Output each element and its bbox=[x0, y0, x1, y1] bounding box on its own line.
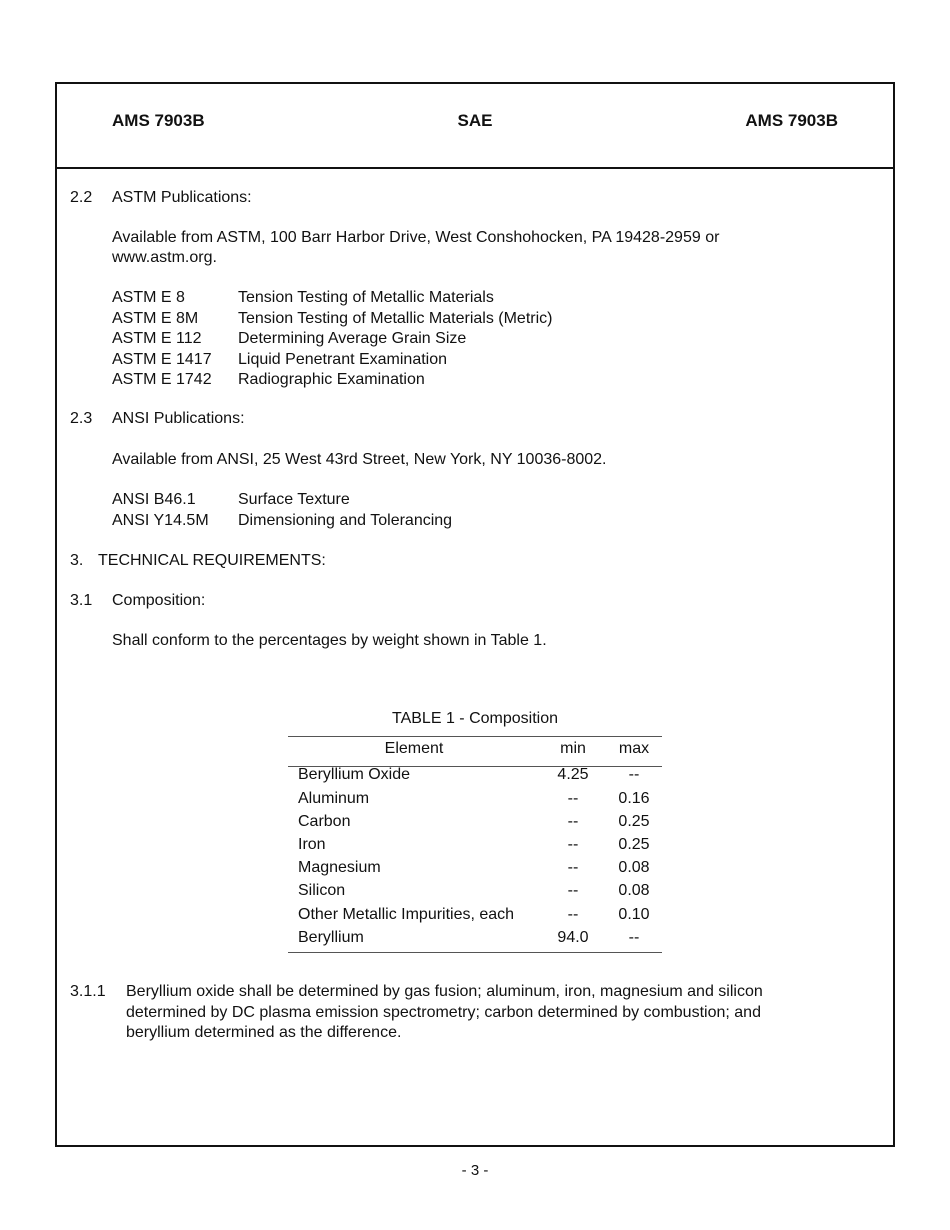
section-2-3-number: 2.3 bbox=[70, 410, 93, 427]
table-cell-element: Aluminum bbox=[298, 789, 370, 807]
reference-title: Surface Texture bbox=[238, 491, 350, 508]
table-cell-element: Silicon bbox=[298, 882, 346, 899]
reference-title: Determining Average Grain Size bbox=[238, 330, 467, 347]
table-cell-max: -- bbox=[628, 929, 640, 946]
table-cell-element: Other Metallic Impurities, each bbox=[298, 906, 515, 923]
reference-title: Tension Testing of Metallic Materials (Metric) bbox=[238, 309, 553, 327]
table-cell-max: 0.25 bbox=[618, 836, 650, 853]
table-cell-min: 4.25 bbox=[557, 766, 589, 783]
ansi-available: Available from ANSI, 25 West 43rd Street, New York, NY 10036-8002. bbox=[112, 451, 607, 468]
table-cell-max: -- bbox=[628, 766, 640, 783]
table-cell-element: Magnesium bbox=[298, 859, 381, 876]
table-cell-element: Iron bbox=[298, 836, 326, 853]
reference-code: ASTM E 1742 bbox=[112, 371, 212, 388]
table-header-element: Element bbox=[384, 740, 444, 757]
reference-title: Tension Testing of Metallic Materials bbox=[238, 289, 494, 306]
table-cell-element: Beryllium bbox=[298, 929, 364, 946]
reference-code: ASTM E 8 bbox=[112, 289, 185, 306]
table-cell-max: 0.25 bbox=[618, 813, 650, 830]
table-cell-min: -- bbox=[567, 859, 579, 876]
header-doc-id-right: AMS 7903B bbox=[745, 111, 838, 130]
section-3-1-1-line-1: Beryllium oxide shall be determined by gas fusion; aluminum, iron, magnesium and silicon bbox=[126, 983, 763, 1000]
reference-code: ANSI B46.1 bbox=[112, 491, 196, 508]
reference-code: ASTM E 1417 bbox=[112, 350, 212, 368]
section-3-1-number: 3.1 bbox=[70, 592, 93, 609]
astm-available-line-1: Available from ASTM, 100 Barr Harbor Drive, West Conshohocken, PA 19428-2959 or bbox=[112, 229, 720, 246]
reference-title: Radiographic Examination bbox=[238, 371, 425, 388]
table-cell-min: -- bbox=[567, 906, 579, 923]
header-doc-id-left: AMS 7903B bbox=[112, 111, 205, 130]
section-3-1-1-line-2: determined by DC plasma emission spectrometry; carbon determined by combustion; and bbox=[126, 1003, 761, 1021]
section-3-title: TECHNICAL REQUIREMENTS: bbox=[98, 552, 326, 569]
table-cell-element: Beryllium Oxide bbox=[298, 766, 411, 783]
table-cell-max: 0.08 bbox=[618, 882, 650, 899]
section-3-number: 3. bbox=[70, 552, 84, 569]
section-2-2-number: 2.2 bbox=[70, 189, 93, 206]
table-header-max: max bbox=[618, 740, 650, 757]
table-cell-max: 0.10 bbox=[618, 906, 650, 923]
table-top-rule bbox=[288, 736, 662, 737]
section-3-1-1-number: 3.1.1 bbox=[70, 983, 106, 1000]
reference-title: Liquid Penetrant Examination bbox=[238, 350, 448, 368]
table-title: TABLE 1 - Composition bbox=[392, 710, 558, 727]
section-2-2-title: ASTM Publications: bbox=[112, 189, 252, 206]
table-cell-min: -- bbox=[567, 836, 579, 853]
astm-available-line-2: www.astm.org. bbox=[112, 249, 217, 266]
section-3-1-1-line-3: beryllium determined as the difference. bbox=[126, 1024, 402, 1041]
table-cell-min: -- bbox=[567, 882, 579, 899]
reference-code: ANSI Y14.5M bbox=[112, 511, 209, 529]
section-3-1-text: Shall conform to the percentages by weight shown in Table 1. bbox=[112, 632, 547, 649]
table-cell-min: 94.0 bbox=[557, 929, 589, 946]
reference-code: ASTM E 8M bbox=[112, 309, 199, 327]
table-header-min: min bbox=[560, 740, 586, 757]
table-cell-min: -- bbox=[567, 813, 579, 830]
section-2-3-title: ANSI Publications: bbox=[112, 410, 245, 427]
table-cell-min: -- bbox=[567, 789, 579, 807]
page-number: - 3 - bbox=[461, 1162, 489, 1179]
table-cell-max: 0.08 bbox=[618, 859, 650, 876]
reference-code: ASTM E 112 bbox=[112, 330, 202, 347]
table-cell-max: 0.16 bbox=[618, 789, 650, 807]
reference-title: Dimensioning and Tolerancing bbox=[238, 511, 453, 529]
header-org: SAE bbox=[457, 111, 493, 130]
table-cell-element: Carbon bbox=[298, 813, 351, 830]
table-bottom-rule bbox=[288, 952, 662, 953]
page-header bbox=[57, 84, 893, 169]
section-3-1-title: Composition: bbox=[112, 592, 206, 609]
